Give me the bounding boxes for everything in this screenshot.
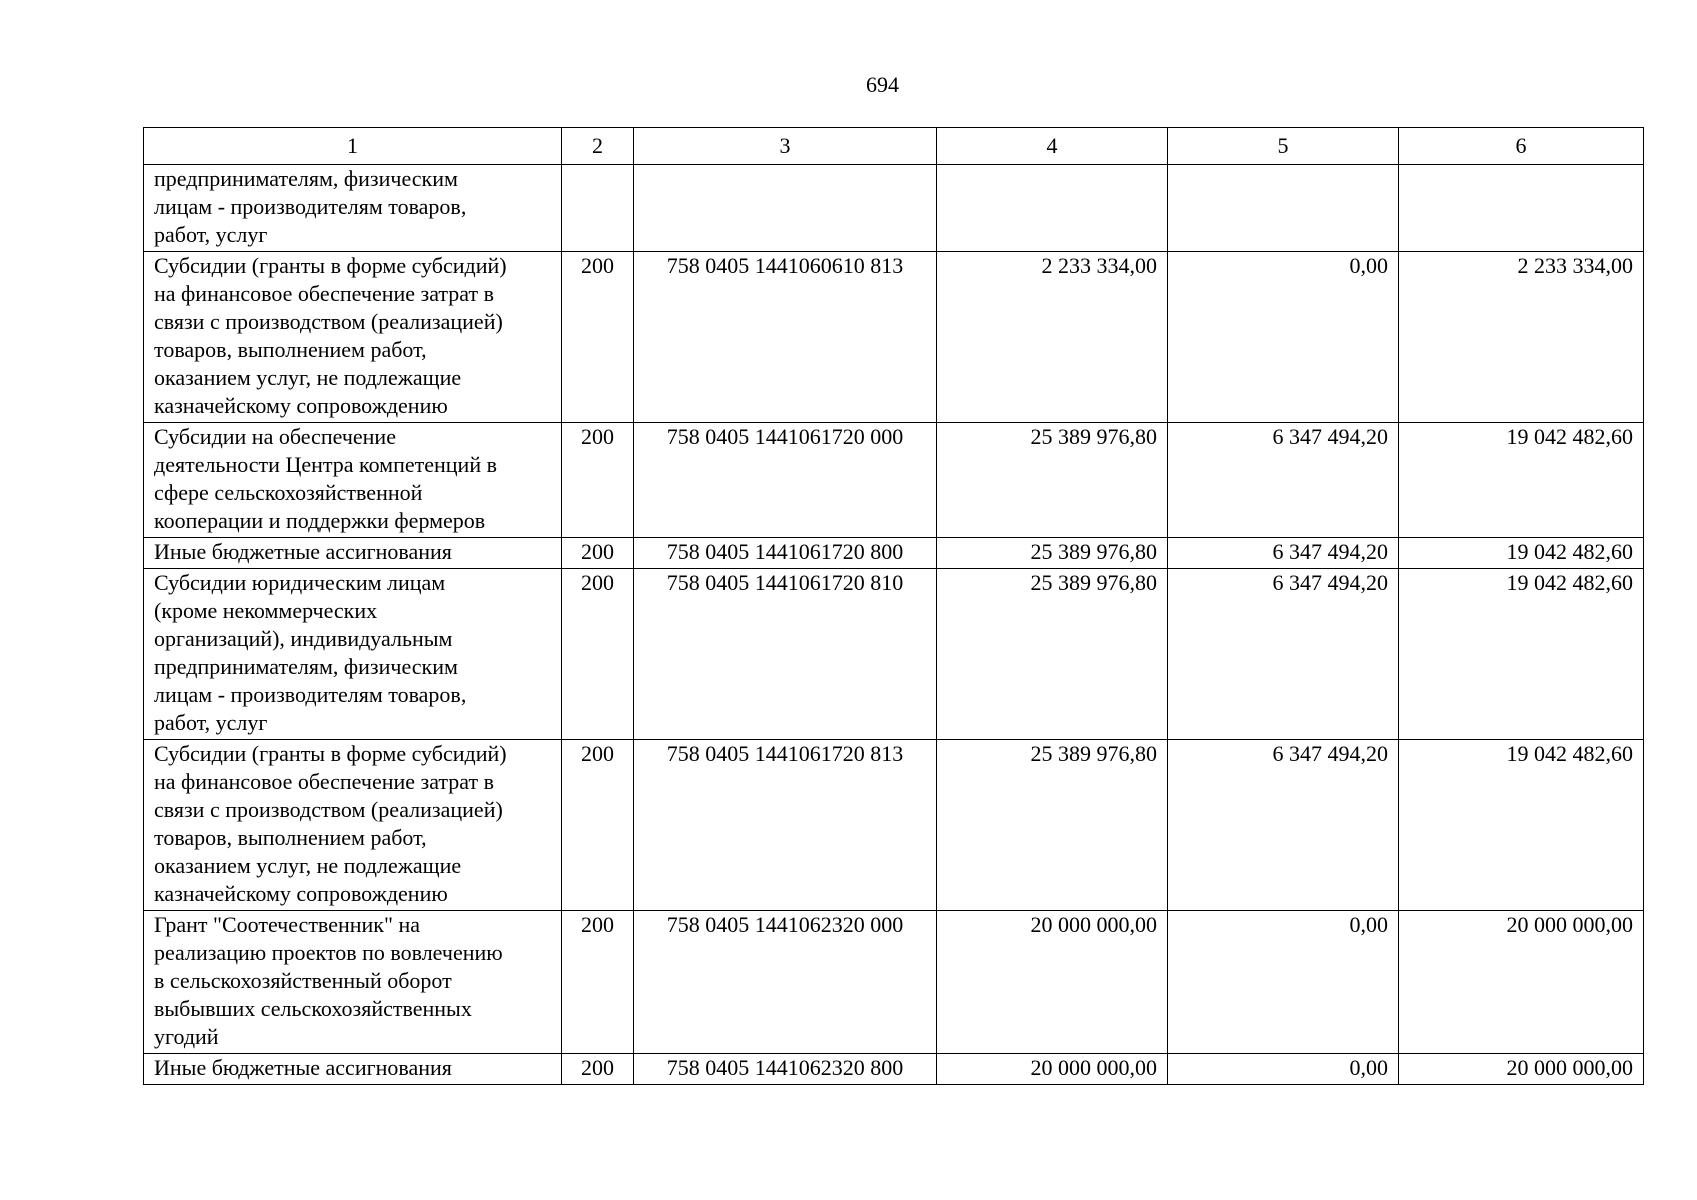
- budget-table: [143, 127, 1644, 1085]
- row-amount-5: 0,00: [1168, 911, 1399, 1054]
- column-header: 5: [1168, 128, 1399, 165]
- column-header: 3: [634, 128, 937, 165]
- row-classification-code: [634, 165, 937, 252]
- table-row: [144, 252, 1644, 423]
- row-code-2: 200: [562, 538, 634, 569]
- row-classification-code: 758 0405 1441061720 813: [634, 740, 937, 911]
- column-header: 6: [1399, 128, 1644, 165]
- row-description-text: предпринимателям, физическим лицам - производителям товаров, работ, услуг: [154, 166, 467, 247]
- row-amount-4: 2 233 334,00: [937, 252, 1168, 423]
- row-classification-code: 758 0405 1441060610 813: [634, 252, 937, 423]
- row-classification-code: 758 0405 1441061720 800: [634, 538, 937, 569]
- row-amount-4: 25 389 976,80: [937, 538, 1168, 569]
- row-description: [144, 1054, 562, 1085]
- row-description-text: Иные бюджетные ассигнования: [154, 539, 452, 564]
- row-amount-6: 2 233 334,00: [1399, 252, 1644, 423]
- table-row: [144, 740, 1644, 911]
- row-amount-6: 19 042 482,60: [1399, 423, 1644, 538]
- column-header: 2: [562, 128, 634, 165]
- column-header: 4: [937, 128, 1168, 165]
- row-description: [144, 569, 562, 740]
- row-amount-6: 19 042 482,60: [1399, 740, 1644, 911]
- column-header: 1: [144, 128, 562, 165]
- row-code-2: 200: [562, 1054, 634, 1085]
- row-amount-4: 25 389 976,80: [937, 740, 1168, 911]
- row-classification-code: 758 0405 1441062320 000: [634, 911, 937, 1054]
- row-description-text: Субсидии (гранты в форме субсидий) на финансовое обеспечение затрат в связи с производством (реализацией) товаров, выполнением работ, оказанием услуг, не подлежащие казначейскому сопровождению: [154, 741, 507, 906]
- table-header-row: [144, 128, 1644, 165]
- table-row: [144, 911, 1644, 1054]
- row-description: [144, 252, 562, 423]
- row-classification-code: 758 0405 1441061720 810: [634, 569, 937, 740]
- row-description-text: Субсидии (гранты в форме субсидий) на финансовое обеспечение затрат в связи с производством (реализацией) товаров, выполнением работ, оказанием услуг, не подлежащие казначейскому сопровождению: [154, 253, 507, 418]
- row-amount-5: 6 347 494,20: [1168, 538, 1399, 569]
- row-description: [144, 165, 562, 252]
- row-code-2: [562, 165, 634, 252]
- row-amount-6: 20 000 000,00: [1399, 1054, 1644, 1085]
- row-amount-4: 20 000 000,00: [937, 1054, 1168, 1085]
- row-description-text: Субсидии юридическим лицам (кроме некоммерческих организаций), индивидуальным предпринимателям, физическим лицам - производителям товаров, работ, услуг: [154, 570, 467, 735]
- row-amount-4: 25 389 976,80: [937, 423, 1168, 538]
- row-classification-code: 758 0405 1441062320 800: [634, 1054, 937, 1085]
- row-amount-5: 6 347 494,20: [1168, 740, 1399, 911]
- row-amount-4: 25 389 976,80: [937, 569, 1168, 740]
- row-classification-code: 758 0405 1441061720 000: [634, 423, 937, 538]
- row-description-text: Иные бюджетные ассигнования: [154, 1055, 452, 1080]
- table-row: [144, 569, 1644, 740]
- row-amount-6: 19 042 482,60: [1399, 538, 1644, 569]
- row-amount-5: 6 347 494,20: [1168, 423, 1399, 538]
- row-amount-6: 20 000 000,00: [1399, 911, 1644, 1054]
- table-row: [144, 165, 1644, 252]
- row-description-text: Субсидии на обеспечение деятельности Центра компетенций в сфере сельскохозяйственной кооперации и поддержки фермеров: [154, 424, 497, 533]
- row-amount-5: 6 347 494,20: [1168, 569, 1399, 740]
- row-description: [144, 740, 562, 911]
- row-description: [144, 538, 562, 569]
- row-code-2: 200: [562, 740, 634, 911]
- row-amount-4: 20 000 000,00: [937, 911, 1168, 1054]
- row-amount-5: 0,00: [1168, 1054, 1399, 1085]
- row-description-text: Грант "Соотечественник" на реализацию проектов по вовлечению в сельскохозяйственный оборот выбывших сельскохозяйственных угодий: [154, 912, 503, 1049]
- row-amount-5: [1168, 165, 1399, 252]
- table-row: [144, 1054, 1644, 1085]
- row-description: [144, 911, 562, 1054]
- page-number: 694: [866, 72, 899, 97]
- row-code-2: 200: [562, 252, 634, 423]
- row-amount-4: [937, 165, 1168, 252]
- table-row: [144, 538, 1644, 569]
- row-code-2: 200: [562, 423, 634, 538]
- row-amount-5: 0,00: [1168, 252, 1399, 423]
- row-description: [144, 423, 562, 538]
- row-code-2: 200: [562, 911, 634, 1054]
- row-code-2: 200: [562, 569, 634, 740]
- table-row: [144, 423, 1644, 538]
- row-amount-6: 19 042 482,60: [1399, 569, 1644, 740]
- row-amount-6: [1399, 165, 1644, 252]
